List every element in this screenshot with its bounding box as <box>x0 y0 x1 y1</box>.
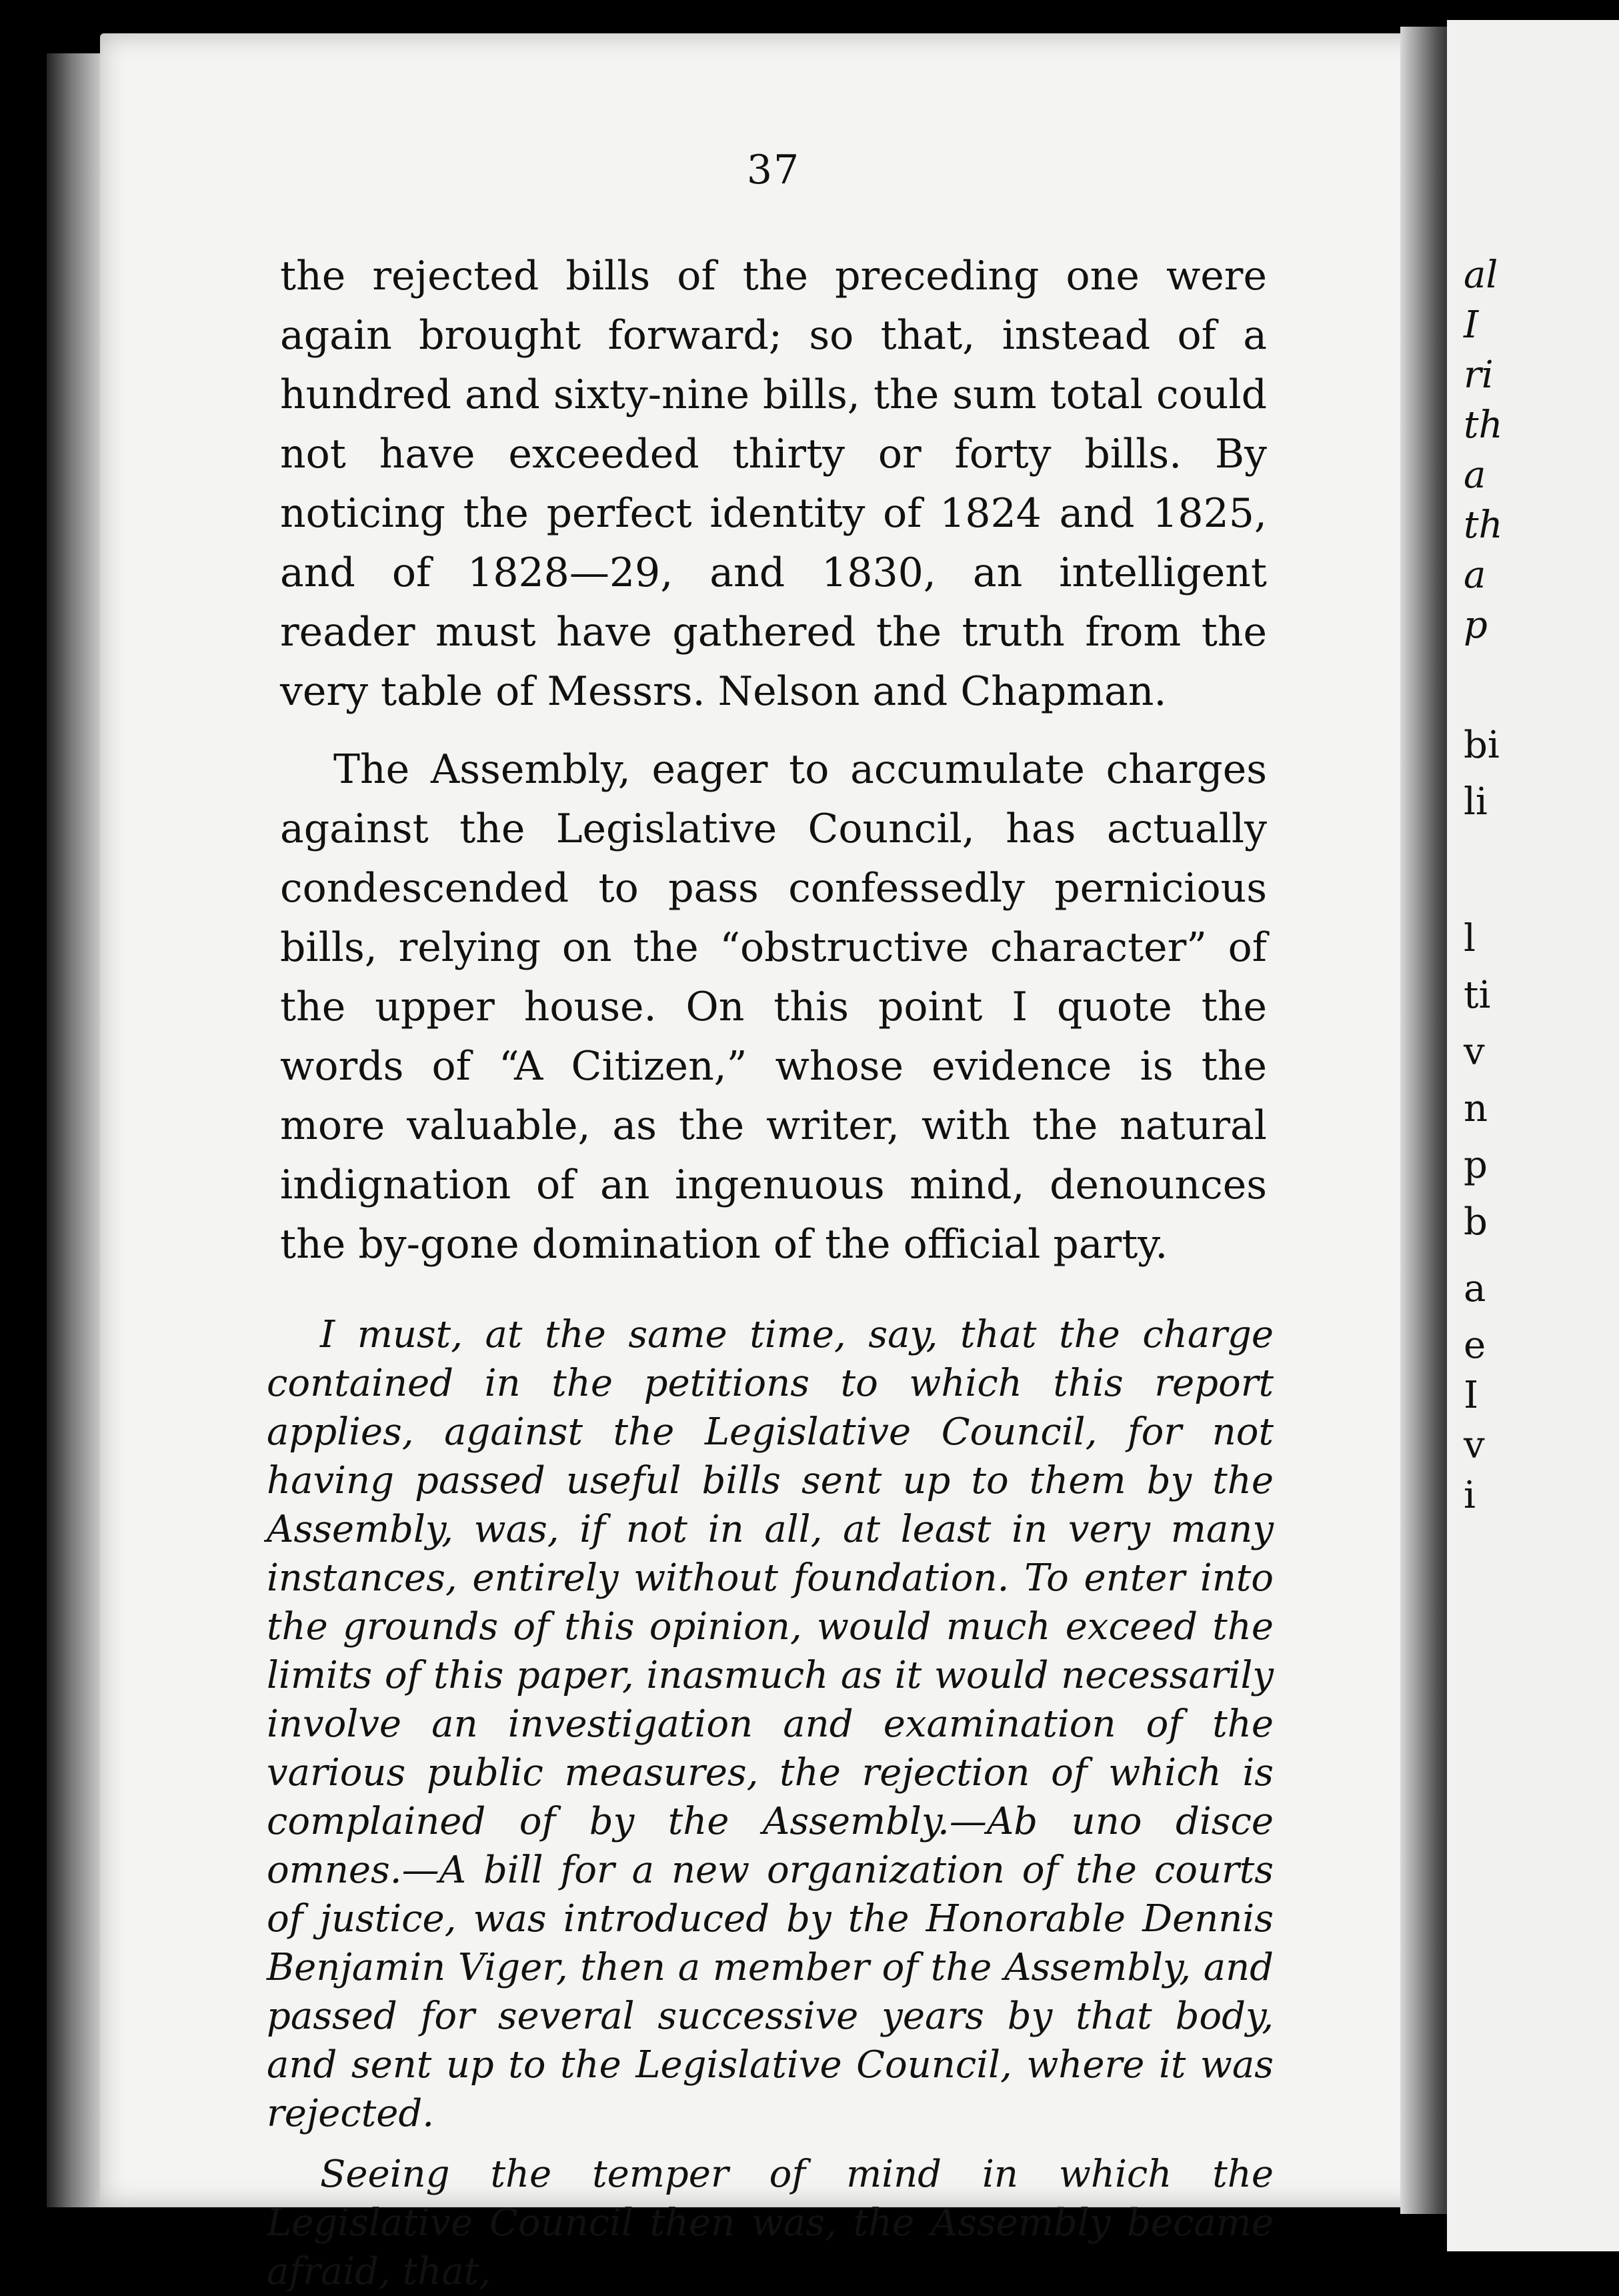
body-paragraph: The Assembly, eager to accumulate charges against the Legislative Council, has actually condescended to pass confessedly pernicious bills, relying on the “obstructive character” of the upper house. On this point I quote the words of “A Citizen,” whose evidence is the more valuable, as the writer, with the natural indignation of an ingenuous mind, denounces the by-gone domination of the official party. <box>280 746 1267 1268</box>
facing-fragment: p <box>1464 604 1488 647</box>
facing-page-fragments <box>1464 0 1619 2251</box>
facing-fragment: I <box>1464 303 1479 347</box>
facing-fragment: th <box>1464 503 1503 547</box>
quoted-passage: I must, at the same time, say, that the charge contained in the petitions to which this report applies, against the Legislative Council, for not having passed useful bills sent up to them by the Assembly, was, if not in all, at least in very many instances, entirely without foundation. To enter into the grounds of this opinion, would much exceed the limits of this paper, inasmuch as it would necessarily involve an investigation and examination of the various public measures, the rejection of which is complained of by the Assembly.—Ab uno disce omnes.—A bill for a new organization of the courts of justice, was introduced by the Honorable Dennis Benjamin Viger, then a member of the Assembly, and passed for several successive years by that body, and sent up to the Legislative Council, where it was rejected. <box>267 1313 1274 2135</box>
facing-fragment: I <box>1464 1374 1479 1417</box>
facing-fragment: e <box>1464 1324 1486 1367</box>
facing-fragment: bi <box>1464 724 1500 767</box>
facing-fragment: ti <box>1464 974 1491 1017</box>
facing-fragment: ri <box>1464 353 1494 397</box>
facing-fragment: al <box>1464 253 1498 297</box>
page-number: 37 <box>746 147 801 193</box>
facing-fragment: th <box>1464 403 1503 447</box>
facing-fragment: b <box>1464 1200 1488 1244</box>
facing-fragment: v <box>1464 1030 1485 1074</box>
facing-fragment: n <box>1464 1087 1488 1130</box>
facing-fragment: i <box>1464 1474 1476 1517</box>
facing-fragment: p <box>1464 1144 1488 1187</box>
facing-fragment: v <box>1464 1424 1485 1467</box>
facing-fragment: a <box>1464 1267 1486 1310</box>
facing-fragment: l <box>1464 917 1476 960</box>
facing-fragment: a <box>1464 453 1486 497</box>
facing-fragment: li <box>1464 780 1488 824</box>
page-content <box>267 147 1274 2296</box>
body-paragraph: the rejected bills of the preceding one were again brought forward; so that, instead of a hundred and sixty-nine bills, the sum total could not have exceeded thirty or forty bills. By noticing the perfect identity of 1824 and 1825, and of 1828—29, and 1830, an intelligent reader must have gathered the truth from the very table of Messrs. Nelson and Chapman. <box>280 253 1267 715</box>
facing-fragment: a <box>1464 553 1486 597</box>
quoted-passage: Seeing the temper of mind in which the Legislative Council then was, the Assembly became afraid, that, <box>267 2153 1274 2293</box>
